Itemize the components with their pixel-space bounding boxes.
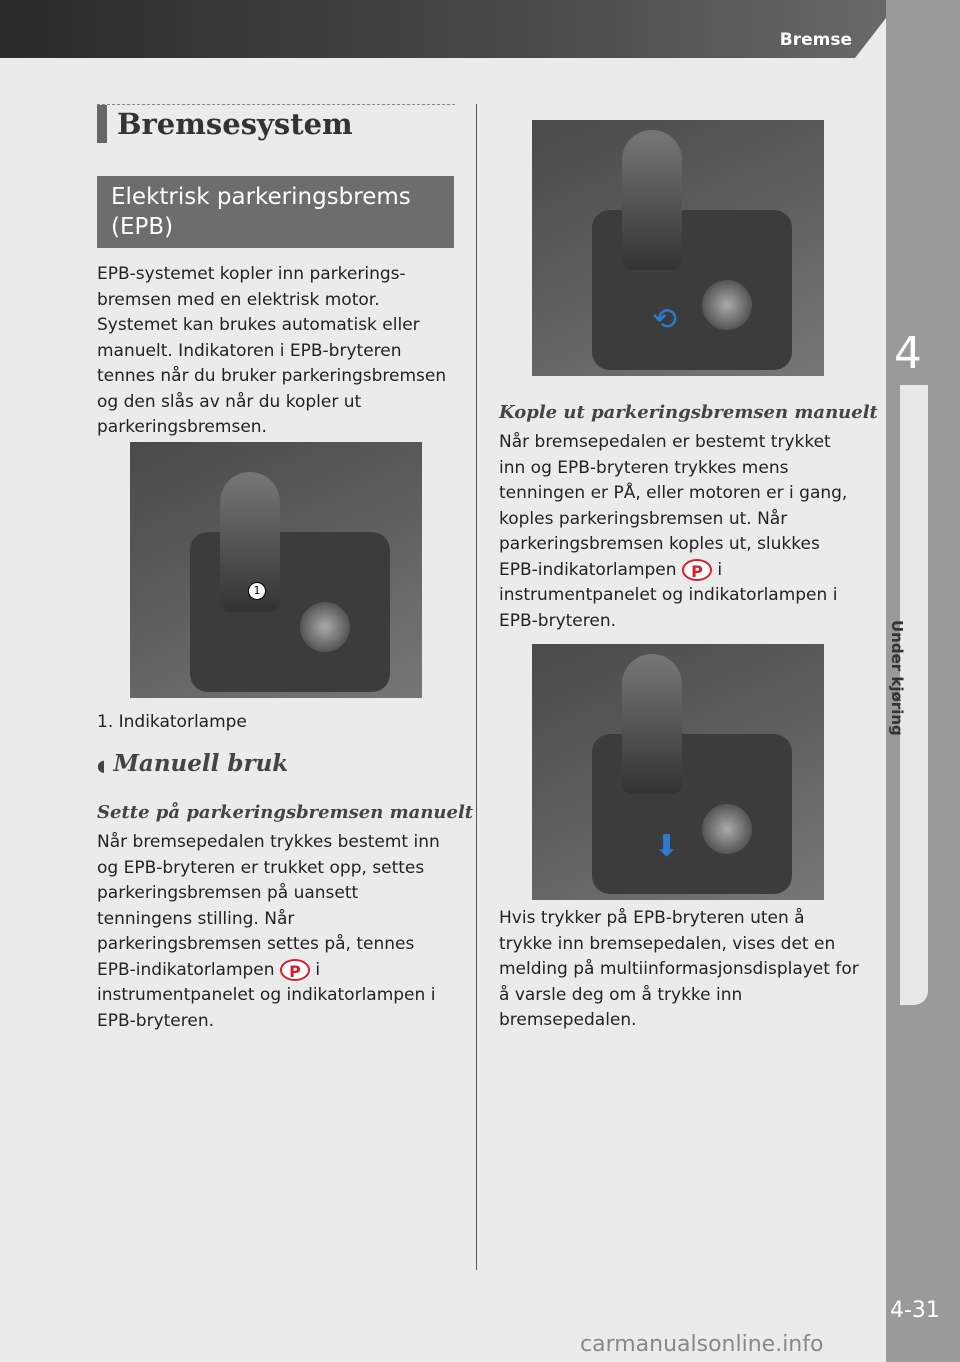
intro-text: EPB-systemet kopler inn parkerings- bremsen med en elektrisk motor. Systemet kan brukes automatisk eller manuelt. Indikatoren i EPB-bryteren tennes når du bruker parkeringsbremsen og den slås av når du kopler ut parkeringsbremsen. [97, 264, 447, 437]
figure-push-switch [532, 644, 824, 900]
figure-epb-indicator [130, 442, 422, 698]
release-text-b: i instrumentpanelet og indikatorlampen i EPB-bryteren. [499, 559, 838, 631]
page-number: 4-31 [890, 1298, 940, 1323]
set-text-b: i instrumentpanelet og indikatorlampen i EPB-bryteren. [97, 959, 436, 1031]
set-text-a: Når bremsepedalen trykkes bestemt inn og EPB-bryteren er trukket opp, settes parkeringsbremsen på uansett tenningens stilling. Når parkeringsbremsen settes på, tennes EPB-indikatorlampen [97, 832, 440, 980]
figure-caption: 1. Indikatorlampe [97, 712, 247, 732]
set-text [97, 830, 457, 1034]
chapter-number: 4 [894, 328, 922, 379]
callout-1: 1 [248, 582, 266, 600]
pull-arrow-icon: ⟲ [652, 302, 678, 337]
figure-pull-switch [532, 120, 824, 376]
section-title: Bremse [779, 30, 852, 50]
warning-text: Hvis trykker på EPB-bryteren uten å trykke inn bremsepedalen, vises det en melding på multiinformasjonsdisplayet for å varsle deg om å trykke inn bremsepedalen. [499, 908, 859, 1030]
bullet-icon: ◖ [97, 756, 106, 775]
heading-bar [97, 105, 107, 143]
release-heading: Kople ut parkeringsbremsen manuelt [499, 402, 878, 423]
page-title: Bremsesystem [117, 107, 353, 141]
parking-brake-icon: P [280, 959, 310, 981]
parking-brake-icon: P [682, 559, 712, 581]
release-text [499, 430, 857, 634]
chapter-label: Under kjøring [888, 620, 906, 736]
page-heading [97, 104, 455, 145]
header-bar [0, 0, 900, 58]
release-text-a: Når bremsepedalen er bestemt trykket inn og EPB-bryteren trykkes mens tenningen er PÅ, eller motoren er i gang, koples parkeringsbremsen ut. Når parkeringsbremsen koples ut, slukkes EPB-indikatorlampen [499, 432, 848, 580]
manual-heading [97, 750, 288, 777]
set-heading: Sette på parkeringsbremsen manuelt [97, 802, 474, 823]
manual-heading-text: Manuell bruk [113, 750, 289, 777]
section-heading: Elektrisk parkeringsbrems (EPB) [97, 176, 454, 248]
column-divider [476, 104, 477, 1270]
watermark: carmanualsonline.info [580, 1332, 824, 1357]
push-arrow-icon: ⬇ [654, 829, 680, 864]
